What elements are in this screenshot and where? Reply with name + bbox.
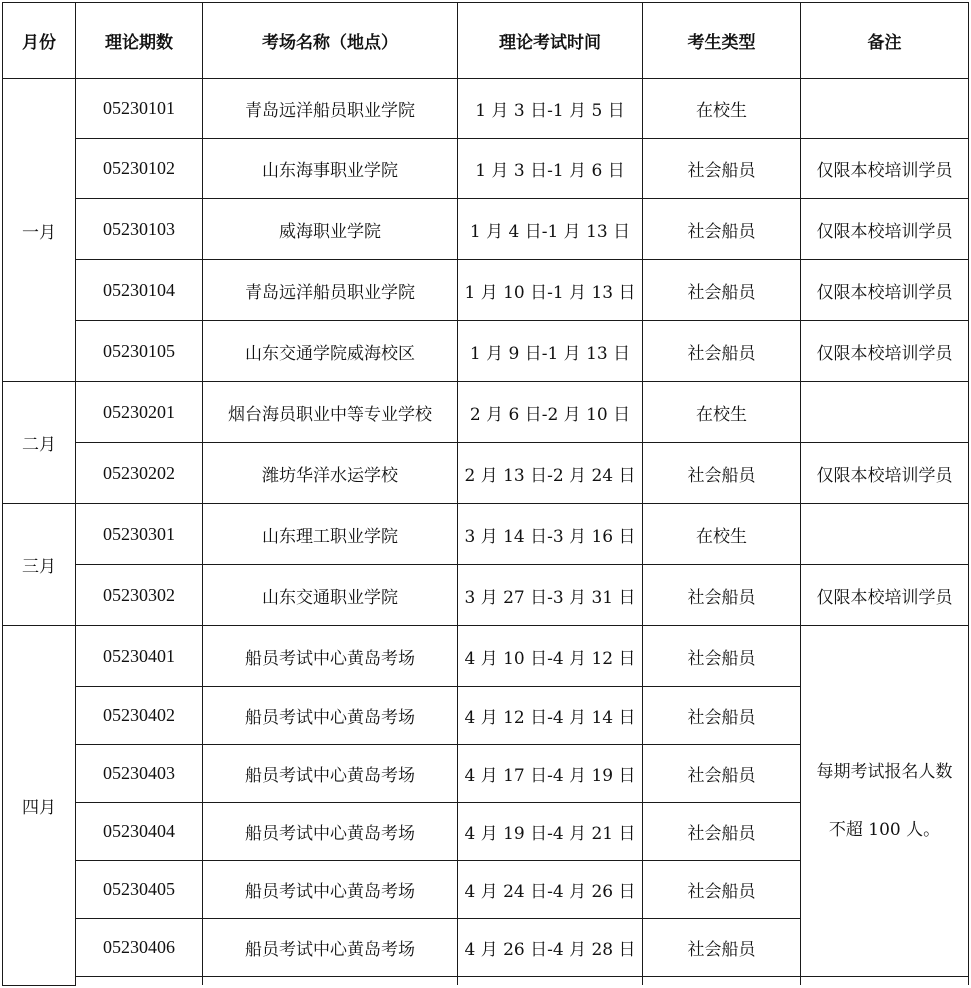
table-row bbox=[3, 504, 969, 565]
venue-cell: 烟台海员职业中等专业学校 bbox=[203, 382, 458, 443]
venue-cell: 山东理工职业学院 bbox=[203, 504, 458, 565]
period-cell: 05230105 bbox=[76, 321, 203, 382]
type-cell: 社会船员 bbox=[643, 565, 801, 626]
table-row bbox=[3, 199, 969, 260]
type-cell: 社会船员 bbox=[643, 919, 801, 977]
note-cell: 仅限本校培训学员 bbox=[801, 321, 969, 382]
period-cell: 05230401 bbox=[76, 626, 203, 687]
header-row bbox=[3, 3, 969, 79]
empty-cell bbox=[203, 977, 458, 986]
period-cell: 05230104 bbox=[76, 260, 203, 321]
venue-cell: 船员考试中心黄岛考场 bbox=[203, 687, 458, 745]
empty-cell bbox=[801, 977, 969, 986]
venue-cell: 潍坊华洋水运学校 bbox=[203, 443, 458, 504]
venue-cell: 青岛远洋船员职业学院 bbox=[203, 260, 458, 321]
time-cell: 1 月 3 日-1 月 5 日 bbox=[458, 79, 643, 139]
note-cell bbox=[801, 504, 969, 565]
venue-cell: 船员考试中心黄岛考场 bbox=[203, 803, 458, 861]
period-cell: 05230101 bbox=[76, 79, 203, 139]
table-row bbox=[3, 626, 969, 687]
time-cell: 1 月 9 日-1 月 13 日 bbox=[458, 321, 643, 382]
type-cell: 在校生 bbox=[643, 504, 801, 565]
time-cell: 4 月 26 日-4 月 28 日 bbox=[458, 919, 643, 977]
type-cell: 社会船员 bbox=[643, 626, 801, 687]
table-row bbox=[3, 443, 969, 504]
period-cell: 05230202 bbox=[76, 443, 203, 504]
header-venue: 考场名称（地点） bbox=[203, 3, 458, 79]
period-cell: 05230405 bbox=[76, 861, 203, 919]
venue-cell: 船员考试中心黄岛考场 bbox=[203, 861, 458, 919]
shared-note-line: 不超 100 人。 bbox=[828, 820, 941, 840]
table-row bbox=[3, 382, 969, 443]
venue-cell: 船员考试中心黄岛考场 bbox=[203, 626, 458, 687]
time-cell: 4 月 10 日-4 月 12 日 bbox=[458, 626, 643, 687]
venue-cell: 船员考试中心黄岛考场 bbox=[203, 919, 458, 977]
note-cell: 仅限本校培训学员 bbox=[801, 443, 969, 504]
table-row bbox=[3, 565, 969, 626]
month-cell: 三月 bbox=[3, 504, 76, 626]
time-cell: 4 月 17 日-4 月 19 日 bbox=[458, 745, 643, 803]
exam-schedule-table bbox=[2, 2, 969, 986]
time-cell: 1 月 4 日-1 月 13 日 bbox=[458, 199, 643, 260]
empty-cell bbox=[458, 977, 643, 986]
period-cell: 05230102 bbox=[76, 139, 203, 199]
table-row bbox=[3, 260, 969, 321]
venue-cell: 青岛远洋船员职业学院 bbox=[203, 79, 458, 139]
note-cell bbox=[801, 382, 969, 443]
type-cell: 社会船员 bbox=[643, 260, 801, 321]
note-cell bbox=[801, 79, 969, 139]
time-cell: 2 月 6 日-2 月 10 日 bbox=[458, 382, 643, 443]
period-cell: 05230402 bbox=[76, 687, 203, 745]
venue-cell: 威海职业学院 bbox=[203, 199, 458, 260]
table-row bbox=[3, 139, 969, 199]
month-cell: 二月 bbox=[3, 382, 76, 504]
header-time: 理论考试时间 bbox=[458, 3, 643, 79]
period-cell: 05230302 bbox=[76, 565, 203, 626]
type-cell: 社会船员 bbox=[643, 199, 801, 260]
type-cell: 在校生 bbox=[643, 79, 801, 139]
time-cell: 3 月 14 日-3 月 16 日 bbox=[458, 504, 643, 565]
header-type: 考生类型 bbox=[643, 3, 801, 79]
venue-cell: 山东交通学院威海校区 bbox=[203, 321, 458, 382]
note-cell: 仅限本校培训学员 bbox=[801, 565, 969, 626]
header-month: 月份 bbox=[3, 3, 76, 79]
time-cell: 1 月 10 日-1 月 13 日 bbox=[458, 260, 643, 321]
time-cell: 4 月 19 日-4 月 21 日 bbox=[458, 803, 643, 861]
month-cell: 四月 bbox=[3, 626, 76, 986]
note-cell: 仅限本校培训学员 bbox=[801, 260, 969, 321]
header-note: 备注 bbox=[801, 3, 969, 79]
table-row-cutoff bbox=[3, 977, 969, 986]
period-cell: 05230301 bbox=[76, 504, 203, 565]
type-cell: 在校生 bbox=[643, 382, 801, 443]
type-cell: 社会船员 bbox=[643, 745, 801, 803]
type-cell: 社会船员 bbox=[643, 443, 801, 504]
period-cell: 05230404 bbox=[76, 803, 203, 861]
note-cell: 仅限本校培训学员 bbox=[801, 139, 969, 199]
table-row bbox=[3, 79, 969, 139]
time-cell: 3 月 27 日-3 月 31 日 bbox=[458, 565, 643, 626]
empty-cell bbox=[76, 977, 203, 986]
period-cell: 05230403 bbox=[76, 745, 203, 803]
venue-cell: 山东海事职业学院 bbox=[203, 139, 458, 199]
note-cell: 仅限本校培训学员 bbox=[801, 199, 969, 260]
time-cell: 1 月 3 日-1 月 6 日 bbox=[458, 139, 643, 199]
time-cell: 4 月 12 日-4 月 14 日 bbox=[458, 687, 643, 745]
empty-cell bbox=[643, 977, 801, 986]
period-cell: 05230406 bbox=[76, 919, 203, 977]
type-cell: 社会船员 bbox=[643, 139, 801, 199]
shared-note-line: 每期考试报名人数 bbox=[816, 762, 953, 782]
period-cell: 05230103 bbox=[76, 199, 203, 260]
shared-note-cell bbox=[801, 626, 969, 977]
type-cell: 社会船员 bbox=[643, 803, 801, 861]
header-period: 理论期数 bbox=[76, 3, 203, 79]
month-cell: 一月 bbox=[3, 79, 76, 382]
type-cell: 社会船员 bbox=[643, 321, 801, 382]
venue-cell: 山东交通职业学院 bbox=[203, 565, 458, 626]
table-row bbox=[3, 321, 969, 382]
venue-cell: 船员考试中心黄岛考场 bbox=[203, 745, 458, 803]
time-cell: 4 月 24 日-4 月 26 日 bbox=[458, 861, 643, 919]
period-cell: 05230201 bbox=[76, 382, 203, 443]
time-cell: 2 月 13 日-2 月 24 日 bbox=[458, 443, 643, 504]
type-cell: 社会船员 bbox=[643, 861, 801, 919]
type-cell: 社会船员 bbox=[643, 687, 801, 745]
